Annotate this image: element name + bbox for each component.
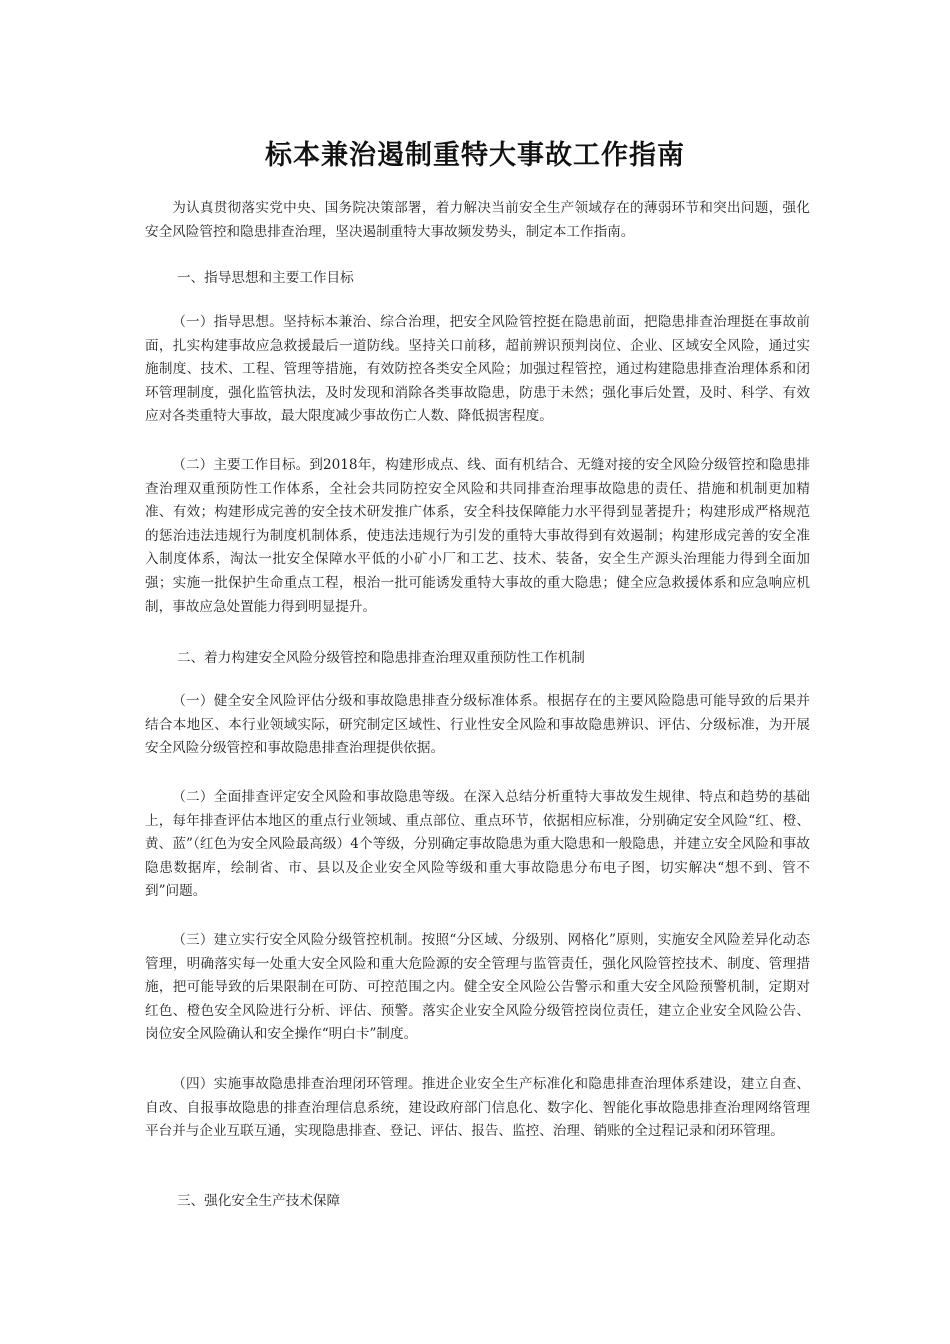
section-2-paragraph-3: （三）建立实行安全风险分级管控机制。按照“分区域、分级别、网格化”原则，实施安全风险差异化动态管理，明确落实每一处重大安全风险和重大危险源的安全管理与监管责任，强化风险管控技术、制度、管理措施，把可能导致的后果限制在可防、可控范围之内。健全安全风险公告警示和重大安全风险预警机制，定期对红色、橙色安全风险进行分析、评估、预警。落实企业安全风险分级管控岗位责任，建立企业安全风险公告、岗位安全风险确认和安全操作“明白卡”制度。: [145, 932, 810, 1043]
section-2-heading: 二、着力构建安全风险分级管控和隐患排查治理双重预防性工作机制: [177, 650, 585, 666]
section-2-paragraph-2: （二）全面排查评定安全风险和事故隐患等级。在深入总结分析重特大事故发生规律、特点和趋势的基础上，每年排查评估本地区的重点行业领域、重点部位、重点环节，依据相应标准，分别确定安全风险“红、橙、黄、蓝”（红色为安全风险最高级）4个等级，分别确定事故隐患为重大隐患和一般隐患，并建立安全风险和事故隐患数据库，绘制省、市、县以及企业安全风险等级和重大事故隐患分布电子图，切实解决“想不到、管不到”问题。: [145, 789, 810, 900]
section-1-paragraph-2: （二）主要工作目标。到2018年，构建形成点、线、面有机结合、无缝对接的安全风险分级管控和隐患排查治理双重预防性工作体系，全社会共同防控安全风险和共同排查治理事故隐患的责任、措施和机制更加精准、有效；构建形成完善的安全技术研发推广体系，安全科技保障能力水平得到显著提升；构建形成严格规范的惩治违法违规行为制度机制体系，使违法违规行为引发的重特大事故得到有效遏制；构建形成完善的安全准入制度体系，淘汰一批安全保障水平低的小矿小厂和工艺、技术、装备，安全生产源头治理能力得到全面加强；实施一批保护生命重点工程，根治一批可能诱发重特大事故的重大隐患；健全应急救援体系和应急响应机制，事故应急处置能力得到明显提升。: [145, 457, 810, 615]
section-1-paragraph-1: （一）指导思想。坚持标本兼治、综合治理，把安全风险管控挺在隐患前面，把隐患排查治理挺在事故前面，扎实构建事故应急救援最后一道防线。坚持关口前移，超前辨识预判岗位、企业、区域安全风险，通过实施制度、技术、工程、管理等措施，有效防控各类安全风险；加强过程管控，通过构建隐患排查治理体系和闭环管理制度，强化监管执法，及时发现和消除各类事故隐患，防患于未然；强化事后处置，及时、科学、有效应对各类重特大事故，最大限度减少事故伤亡人数、降低损害程度。: [145, 314, 810, 425]
intro-paragraph: 为认真贯彻落实党中央、国务院决策部署，着力解决当前安全生产领域存在的薄弱环节和突出问题，强化安全风险管控和隐患排查治理，坚决遏制重特大事故频发势头，制定本工作指南。: [145, 200, 810, 240]
section-2-paragraph-1: （一）健全安全风险评估分级和事故隐患排查分级标准体系。根据存在的主要风险隐患可能导致的后果并结合本地区、本行业领域实际，研究制定区域性、行业性安全风险和事故隐患辨识、评估、分级标准，为开展安全风险分级管控和事故隐患排查治理提供依据。: [145, 693, 810, 757]
section-1-heading: 一、指导思想和主要工作目标: [177, 270, 354, 286]
section-3-heading: 三、强化安全生产技术保障: [177, 1193, 341, 1209]
document-title: 标本兼治遏制重特大事故工作指南: [265, 140, 685, 171]
section-2-paragraph-4: （四）实施事故隐患排查治理闭环管理。推进企业安全生产标准化和隐患排查治理体系建设，建立自查、自改、自报事故隐患的排查治理信息系统，建设政府部门信息化、数字化、智能化事故隐患排查治理网络管理平台并与企业互联互通，实现隐患排查、登记、评估、报告、监控、治理、销账的全过程记录和闭环管理。: [145, 1076, 810, 1140]
